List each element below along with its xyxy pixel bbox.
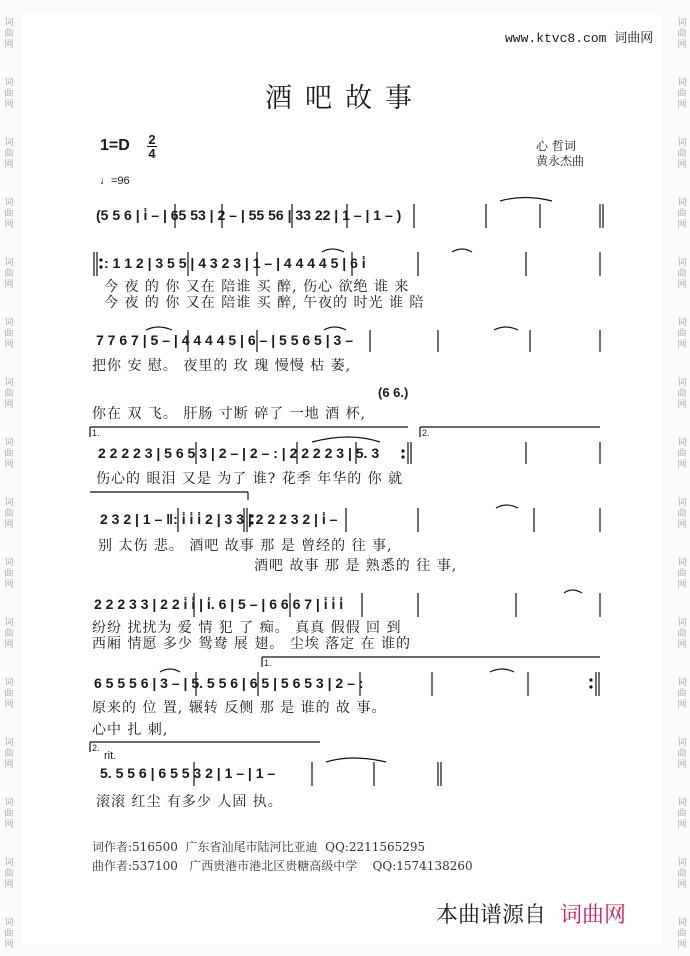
watermark-group: 词 曲 网: [4, 738, 14, 770]
system-6-lyric-1: 纷纷 扰扰为 爱 情 犯 了 痴。 真真 假假 回 到: [92, 620, 402, 636]
system-3-notes: 7 7 6 7 | 5 – | 4 4 4 4 5 | 6 – | 5 5 6 5 | 3 –: [96, 332, 353, 348]
composer-credit: 黄永杰曲: [536, 154, 585, 168]
watermark-group: 词 曲 网: [4, 498, 14, 530]
watermark-group: 词 曲 网: [677, 378, 687, 410]
watermark-group: 词 曲 网: [677, 558, 687, 590]
watermark-group: 词 曲 网: [4, 798, 14, 830]
watermark-group: 词 曲 网: [4, 318, 14, 350]
watermark-group: 词 曲 网: [4, 438, 14, 470]
lyricist-credit: 心 哲词: [536, 139, 576, 153]
watermark-group: 词 曲 网: [4, 138, 14, 170]
system-7-lyric-2: 心中 扎 刺,: [92, 722, 169, 738]
system-7-notes: 6 5 5 5 6 | 3 – | 5. 5 5 6 | 6 5 | 5 6 5 3 | 2 – :: [94, 675, 364, 691]
system-1-notes: (5 5 6 | i̇ – | 65 53 | 2 – | 55 56 | 33 22 | 1 – | 1 – ): [96, 207, 402, 223]
watermark-group: 词 曲 网: [677, 678, 687, 710]
system-4-notes: 2 2 2 2 3 | 5 6 5 3 | 2 – | 2 – : | 2 2 2 2 3 | 5. 3: [98, 445, 380, 461]
system-8-lyric-1: 滚滚 红尘 有多少 人固 执。: [96, 794, 283, 810]
system-6-notes: 2 2 2 3 3 | 2 2 i̇ i̇ | i̇. 6 | 5 – | 6 6 6 7 | i̇ i̇ i̇: [94, 596, 344, 612]
time-bottom: 4: [148, 146, 156, 161]
watermark-group: 词 曲 网: [677, 798, 687, 830]
watermark-group: 词 曲 网: [4, 18, 14, 50]
system-2-lyric-2: 今 夜 的 你 又在 陪谁 买 醉, 午夜的 时光 谁 陪: [104, 295, 425, 311]
system-7-lyric-1: 原来的 位 置, 辗转 反侧 那 是 谁的 故 事。: [92, 700, 387, 716]
source-brand[interactable]: 词曲网: [560, 903, 627, 928]
lyricist-info: 词作者:516500 广东省汕尾市陆河比亚迪 QQ:2211565295: [92, 840, 426, 854]
watermark-group: 词 曲 网: [4, 678, 14, 710]
watermark-group: 词 曲 网: [677, 498, 687, 530]
ending-1-label-b: 1.: [264, 658, 272, 668]
system-2-notes: : 1 1 2 | 3 5 5 | 4 3 2 3 | 1 – | 4 4 4 4 5 | 6 i̇: [104, 255, 366, 271]
watermark-group: 词 曲 网: [4, 258, 14, 290]
system-6-lyric-2: 西厢 情愿 多少 鸳鸯 展 翅。 尘埃 落定 在 谁的: [92, 636, 412, 652]
site-url[interactable]: www.ktvc8.com: [505, 31, 607, 46]
system-5-lyric-1: 别 太伤 悲。 酒吧 故事 那 是 曾经的 往 事,: [98, 538, 393, 554]
watermark-group: 词 曲 网: [4, 918, 14, 950]
system-3-lyric-2: 你在 双 飞。 肝肠 寸断 碎了 一地 酒 杯,: [92, 406, 367, 422]
system-8-notes: 5. 5 5 6 | 6 5 5 3 2 | 1 – | 1 –: [100, 765, 276, 781]
alternate-notes: (6 6.): [378, 385, 409, 400]
watermark-group: 词 曲 网: [677, 738, 687, 770]
song-title: 酒吧故事: [265, 83, 425, 114]
watermark-group: 词 曲 网: [677, 858, 687, 890]
watermark-group: 词 曲 网: [4, 198, 14, 230]
watermark-group: 词 曲 网: [677, 318, 687, 350]
time-top: 2: [148, 132, 156, 147]
watermark-group: 词 曲 网: [4, 78, 14, 110]
watermark-group: 词 曲 网: [4, 558, 14, 590]
ending-2-label-b: 2.: [92, 743, 100, 753]
source-banner[interactable]: [436, 898, 626, 929]
watermark-group: 词 曲 网: [677, 918, 687, 950]
composer-info: 曲作者:537100 广西贵港市港北区贵糖高级中学 QQ:1574138260: [92, 859, 473, 873]
watermark-group: 词 曲 网: [677, 258, 687, 290]
tempo-marking: ♩=96: [100, 175, 130, 187]
watermark-group: 词 曲 网: [677, 198, 687, 230]
watermark-group: 词 曲 网: [677, 138, 687, 170]
system-5-notes: 2 3 2 | 1 – ‖: i̇ i̇ i̇ 2 | 3 3 | 2 2 2 3 2 | i̇ –: [100, 511, 338, 527]
watermark-group: 词 曲 网: [4, 858, 14, 890]
watermark-group: 词 曲 网: [677, 438, 687, 470]
site-name[interactable]: 词曲网: [614, 31, 654, 46]
ritardando-mark: rit.: [104, 750, 117, 762]
system-3-lyric-1: 把你 安 慰。 夜里的 玫 瑰 慢慢 枯 萎,: [92, 358, 352, 374]
source-label: 本曲谱源自: [436, 903, 547, 928]
ending-1-label: 1.: [92, 428, 100, 438]
watermark-group: 词 曲 网: [677, 18, 687, 50]
watermark-group: 词 曲 网: [677, 618, 687, 650]
watermark-group: 词 曲 网: [4, 618, 14, 650]
system-4-lyric-1: 伤心的 眼泪 又是 为了 谁? 花季 年华的 你 就: [96, 471, 404, 487]
system-5-lyric-2: 酒吧 故事 那 是 熟悉的 往 事,: [254, 558, 458, 574]
ending-2-label: 2.: [422, 428, 430, 438]
watermark-group: 词 曲 网: [677, 78, 687, 110]
key-signature: 1=D: [100, 137, 130, 154]
system-2-lyric-1: 今 夜 的 你 又在 陪谁 买 醉, 伤心 欲绝 谁 来: [104, 279, 410, 295]
watermark-group: 词 曲 网: [4, 378, 14, 410]
